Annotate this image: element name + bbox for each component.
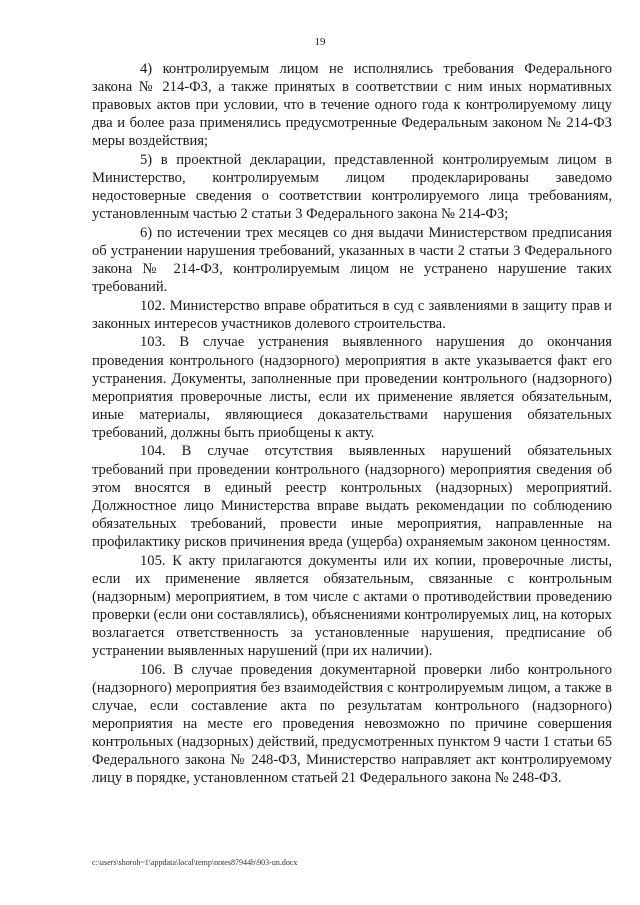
paragraph-item-6: 6) по истечении трех месяцев со дня выдачи Министерством предписания об устранении нарушения требований, указанных в части 2 статьи 3 Федерального закона № 214-ФЗ, контролируемым лицом не устранено нарушение таких требований. xyxy=(92,224,612,296)
paragraph-102: 102. Министерство вправе обратиться в суд с заявлениями в защиту прав и законных интересов участников долевого строительства. xyxy=(92,297,612,332)
paragraph-103: 103. В случае устранения выявленного нарушения до окончания проведения контрольного (надзорного) мероприятия в акте указывается факт его устранения. Документы, заполненные при проведении контрольного (надзорного) мероприятия проверочные листы, если их применение является обязательным, иные материалы, являющиеся доказательствами нарушения обязательных требований, должны быть приобщены к акту. xyxy=(92,334,612,441)
paragraph-106: 106. В случае проведения документарной проверки либо контрольного (надзорного) мероприятия без взаимодействия с контролируемым лицом, а также в случае, если составление акта по результатам контрольного (надзорного) мероприятия на месте его проведения невозможно по причине совершения контрольных (надзорных) действий, предусмотренных пунктом 9 части 1 статьи 65 Федерального закона № 248-ФЗ, Министерство направляет акт контролируемому лицу в порядке, установленном статьей 21 Федерального закона № 248-ФЗ. xyxy=(92,661,612,787)
paragraph-item-5: 5) в проектной декларации, представленной контролируемым лицом в Министерство, контролируемым лицом продекларированы заведомо недостоверные сведения о соответствии контролируемого лица требованиям, установленным частью 2 статьи 3 Федерального закона № 214-ФЗ; xyxy=(92,151,612,223)
paragraph-105: 105. К акту прилагаются документы или их копии, проверочные листы, если их применение является обязательным, связанные с контрольным (надзорным) мероприятием, в том числе с актами о противодействии проведению проверки (если они составлялись), объяснениями контролируемых лиц, на которых возлагается ответственность за установленные нарушения, предписание об устранении выявленных нарушений (при их наличии). xyxy=(92,552,612,659)
page-number: 19 xyxy=(314,36,326,48)
footer-file-path: c:\users\shoroh~1\appdata\local\temp\notes87944b\903-un.docx xyxy=(92,858,298,867)
paragraph-104: 104. В случае отсутствия выявленных нарушений обязательных требований при проведении контрольного (надзорного) мероприятия сведения об этом вносятся в единый реестр контрольных (надзорных) мероприятий. Должностное лицо Министерства вправе выдать рекомендации по соблюдению обязательных требований, провести иные мероприятия, направленные на профилактику рисков причинения вреда (ущерба) охраняемым законом ценностям. xyxy=(92,443,612,550)
document-body xyxy=(92,60,612,787)
paragraph-item-4: 4) контролируемым лицом не исполнялись требования Федерального закона № 214-ФЗ, а также принятых в соответствии с ним иных нормативных правовых актов при условии, что в течение одного года к контролируемому лицу два и более раза применялись предусмотренные Федеральным законом № 214-ФЗ меры воздействия; xyxy=(92,61,612,150)
